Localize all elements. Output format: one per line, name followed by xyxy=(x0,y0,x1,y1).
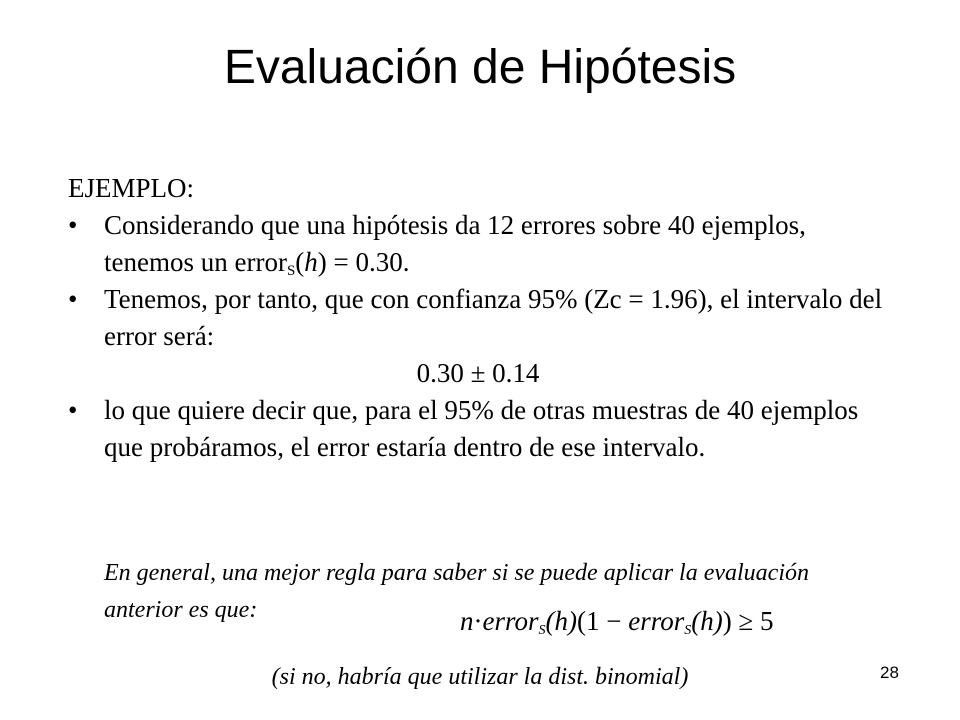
page-number: 28 xyxy=(880,663,899,682)
formula-close: ) xyxy=(722,606,732,636)
bullet-icon: • xyxy=(68,395,78,425)
formula-ge: ≥ 5 xyxy=(731,606,774,636)
bullet-item-2 xyxy=(68,281,888,355)
bullet-item-3 xyxy=(68,392,888,466)
binomial-note: (si no, habría que utilizar la dist. binomial) xyxy=(271,664,689,690)
formula-error-1: error xyxy=(482,606,539,636)
bullet-item-1 xyxy=(68,207,888,281)
hypothesis-symbol: h xyxy=(304,247,318,277)
bullet-2-text: Tenemos, por tanto, que con confianza 95% (Zc = 1.96), el intervalo del error será: xyxy=(104,284,883,351)
bullet-1-value: ) = 0.30. xyxy=(317,247,410,277)
interval-value: 0.30 ± 0.14 xyxy=(416,358,540,388)
slide-body xyxy=(68,170,888,466)
formula-sub-2: S xyxy=(684,623,692,638)
bullet-icon: • xyxy=(68,210,78,240)
bullet-3-text: lo que quiere decir que, para el 95% de otras muestras de 40 ejemplos que probáramos, el error estaría dentro de ese intervalo. xyxy=(104,395,859,462)
example-heading: EJEMPLO: xyxy=(68,173,195,203)
formula-n: n xyxy=(460,606,474,636)
formula-sub-1: S xyxy=(538,623,546,638)
bullet-icon: • xyxy=(68,284,78,314)
paren-open: ( xyxy=(295,247,305,277)
formula-h-1: (h) xyxy=(545,606,577,636)
error-subscript: S xyxy=(286,263,296,279)
formula-mid: (1 − xyxy=(577,606,629,636)
slide-title: Evaluación de Hipótesis xyxy=(223,41,737,94)
formula-error-2: error xyxy=(628,606,685,636)
bullet-1-text: Considerando que una hipótesis da 12 errores sobre 40 ejemplos, tenemos un error xyxy=(104,210,806,277)
general-rule-text: En general, una mejor regla para saber si se puede aplicar la evaluación anterior es que: xyxy=(104,560,809,623)
formula-dot: · xyxy=(473,606,483,636)
formula-h-2: (h) xyxy=(691,606,723,636)
rule-formula xyxy=(460,604,774,638)
